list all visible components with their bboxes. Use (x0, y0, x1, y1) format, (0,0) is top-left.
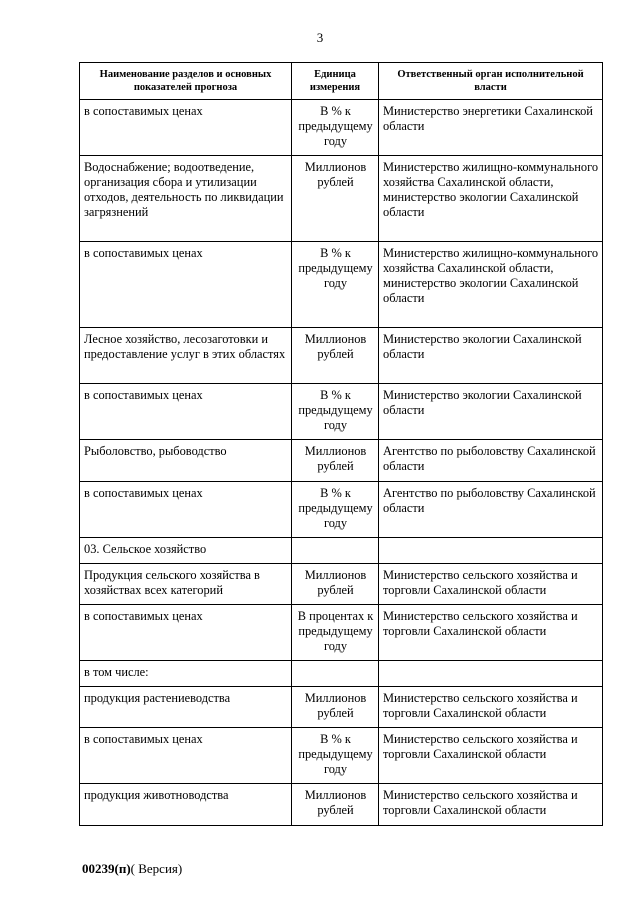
cell-authority: Министерство сельского хозяйства и торговли Сахалинской области (379, 564, 603, 605)
document-code: 00239(п) (82, 861, 131, 876)
cell-name: в сопоставимых ценах (80, 482, 292, 538)
cell-authority: Министерство сельского хозяйства и торговли Сахалинской области (379, 687, 603, 728)
cell-name: Водоснабжение; водоотведение, организация сбора и утилизации отходов, деятельность по ликвидации загрязнений (80, 156, 292, 242)
cell-name: 03. Сельское хозяйство (80, 538, 292, 564)
cell-unit: В процентах к предыдущему году (292, 605, 379, 661)
cell-unit: В % к предыдущему году (292, 482, 379, 538)
forecast-table (79, 62, 603, 826)
cell-authority (379, 538, 603, 564)
cell-name: в сопоставимых ценах (80, 100, 292, 156)
cell-unit (292, 661, 379, 687)
cell-name: Лесное хозяйство, лесозаготовки и предоставление услуг в этих областях (80, 328, 292, 384)
cell-unit: Миллионов рублей (292, 564, 379, 605)
table-row (80, 784, 603, 826)
cell-authority: Министерство сельского хозяйства и торговли Сахалинской области (379, 784, 603, 826)
cell-unit: В % к предыдущему году (292, 242, 379, 328)
table-row (80, 156, 603, 242)
cell-authority: Министерство жилищно-коммунального хозяйства Сахалинской области, министерство экологии Сахалинской области (379, 156, 603, 242)
table-row (80, 605, 603, 661)
cell-authority: Агентство по рыболовству Сахалинской области (379, 482, 603, 538)
cell-authority: Министерство сельского хозяйства и торговли Сахалинской области (379, 605, 603, 661)
cell-name: в сопоставимых ценах (80, 384, 292, 440)
cell-authority: Агентство по рыболовству Сахалинской области (379, 440, 603, 482)
cell-unit: Миллионов рублей (292, 440, 379, 482)
cell-name: продукция животноводства (80, 784, 292, 826)
table-row (80, 687, 603, 728)
header-name: Наименование разделов и основных показателей прогноза (80, 63, 292, 100)
cell-unit: В % к предыдущему году (292, 384, 379, 440)
table-row (80, 440, 603, 482)
document-footer (82, 861, 182, 877)
cell-unit: Миллионов рублей (292, 328, 379, 384)
cell-name: в сопоставимых ценах (80, 242, 292, 328)
cell-authority: Министерство сельского хозяйства и торговли Сахалинской области (379, 728, 603, 784)
cell-name: продукция растениеводства (80, 687, 292, 728)
cell-unit: В % к предыдущему году (292, 100, 379, 156)
header-unit: Единица измерения (292, 63, 379, 100)
table-row (80, 100, 603, 156)
cell-authority: Министерство экологии Сахалинской области (379, 328, 603, 384)
cell-name: в сопоставимых ценах (80, 728, 292, 784)
cell-authority: Министерство энергетики Сахалинской области (379, 100, 603, 156)
table-row (80, 728, 603, 784)
cell-name: Рыболовство, рыбоводство (80, 440, 292, 482)
page-number: 3 (316, 30, 324, 45)
table-row (80, 538, 603, 564)
document-version: ( Версия) (130, 861, 183, 876)
cell-name: Продукция сельского хозяйства в хозяйствах всех категорий (80, 564, 292, 605)
cell-unit: Миллионов рублей (292, 687, 379, 728)
table-row (80, 564, 603, 605)
table-header-row (80, 63, 603, 100)
cell-authority: Министерство жилищно-коммунального хозяйства Сахалинской области, министерство экологии Сахалинской области (379, 242, 603, 328)
cell-unit: Миллионов рублей (292, 156, 379, 242)
table-row (80, 384, 603, 440)
table-row (80, 482, 603, 538)
table-row (80, 328, 603, 384)
table-row (80, 242, 603, 328)
cell-unit: В % к предыдущему году (292, 728, 379, 784)
cell-authority (379, 661, 603, 687)
header-authority: Ответственный орган исполнительной власти (379, 63, 603, 100)
cell-name: в сопоставимых ценах (80, 605, 292, 661)
cell-unit (292, 538, 379, 564)
cell-name: в том числе: (80, 661, 292, 687)
cell-authority: Министерство экологии Сахалинской области (379, 384, 603, 440)
table-row (80, 661, 603, 687)
cell-unit: Миллионов рублей (292, 784, 379, 826)
